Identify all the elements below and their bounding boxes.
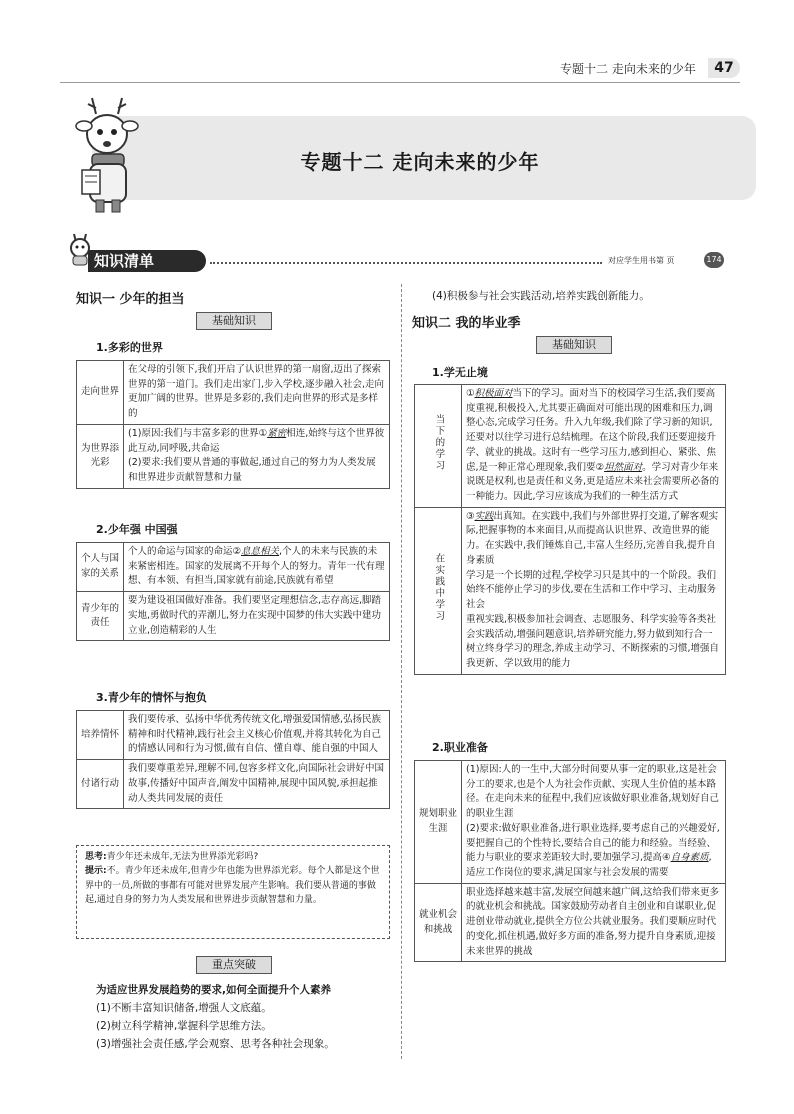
running-header: 专题十二 走向未来的少年 xyxy=(560,62,696,76)
row-content: (1)原因:人的一生中,大部分时间要从事一定的职业,这是社会分工的要求,也是个人为社会作贡献、实现人生价值的基本路径。在走向未来的征程中,我们应该做好职业准备,规划好自己的职业生涯 (2)要求:做好职业准备,进行职业选择,要考虑自己的兴趣爱好,要把握自己的个性特长,要结合自己的能力和经验。当经验、能力与职业的要求差距较大时,要加强学习,提高④自身素质,适应工作岗位的要求,满足国家与社会发展的需要 xyxy=(462,761,726,884)
basic-knowledge-label: 基础知识 xyxy=(196,312,272,330)
row-content: ③实践出真知。在实践中,我们与外部世界打交道,了解客观实际,把握事物的本来面目,从而提高认识世界、改造世界的能力。在实践中,我们锤炼自己,丰富人生经历,完善自我,提升自身素质 学习是一个长期的过程,学校学习只是其中的一个阶段。我们始终不能停止学习的步伐,要在生活和工作中学习、主动服务社会 重视实践,积极参加社会调查、志愿服务、科学实验等各类社会实践活动,增强问题意识,培养研究能力,努力做到知行合一 树立终身学习的理念,养成主动学习、不断探索的习惯,增强自我更新、学以致用的能力 xyxy=(462,507,726,674)
fill-blank: 坦然面对 xyxy=(604,461,643,473)
row-label: 为世界添光彩 xyxy=(77,424,124,488)
row-content: ①积极面对当下的学习。面对当下的校园学习生活,我们要高度重视,积极投入,尤其要正确面对可能出现的困难和压力,调整心态,完成学习任务。升入九年级,我们除了学习新的知识,还要对以往学习进行总结梳理。在这个阶段,我们还要迎接升学、就业的挑战。这时有一些学习压力,感到担心、紧张、焦虑,是一种正常心理现象,我们要②坦然面对。学习对青少年来说既是权利,也是责任和义务,更是适应未来社会需要所必备的一种能力。因此,学习应该成为我们的一种生活方式 xyxy=(462,385,726,508)
row-content: 职业选择越来越丰富,发展空间越来越广阔,这给我们带来更多的就业机会和挑战。国家鼓励劳动者自主创业和自谋职业,促进创业带动就业,提供全方位公共就业服务。我们要顺应时代的变化,抓住机遇,做好多方面的准备,努力提升自身素质,迎接未来世界的挑战 xyxy=(462,883,726,962)
row-content: 我们要传承、弘扬中华优秀传统文化,增强爱国情感,弘扬民族精神和时代精神,践行社会主义核心价值观,并将其转化为自己的情感认同和行为习惯,做有自信、懂自尊、能自强的中国人 xyxy=(124,711,390,760)
row-label: 规划职业生涯 xyxy=(415,761,462,884)
table-row xyxy=(77,424,390,488)
table-youth-strong xyxy=(76,542,390,641)
row-label: 就业机会和挑战 xyxy=(415,883,462,962)
deer-mascot-icon xyxy=(70,92,150,220)
row-label: 走向世界 xyxy=(77,361,124,425)
table-career-prep xyxy=(414,760,726,962)
fill-blank: 自身素质 xyxy=(670,852,709,864)
dotted-leader xyxy=(210,262,602,264)
row-content: (1)原因:我们与丰富多彩的世界①紧密相连,始终与这个世界彼此互动,同呼吸,共命运 (2)要求:我们要从普通的事做起,通过自己的努力为人类发展和世界进步贡献智慧和力量 xyxy=(124,424,390,488)
knowledge-2-heading: 知识二 我的毕业季 xyxy=(412,316,521,331)
row-label: 付诸行动 xyxy=(77,760,124,809)
table-row xyxy=(415,385,726,508)
subsection-title: 3.青少年的情怀与抱负 xyxy=(96,691,207,704)
row-content: 在父母的引领下,我们开启了认识世界的第一扇窗,迈出了探索世界的第一道门。我们走出家门,步入学校,逐步融入社会,走向更加广阔的世界。世界是多彩的,我们走向世界的形式是多样的 xyxy=(124,361,390,425)
section-label: 知识清单 xyxy=(88,250,206,272)
row-label: 在实践中学习 xyxy=(415,507,462,674)
table-row xyxy=(415,761,726,884)
column-divider xyxy=(401,284,402,1059)
table-row xyxy=(415,507,726,674)
table-endless-learning xyxy=(414,384,726,675)
student-book-ref: 对应学生用书第 页 xyxy=(608,256,675,265)
table-row xyxy=(77,711,390,760)
fill-blank: 息息相关 xyxy=(241,546,280,557)
table-row xyxy=(77,760,390,809)
table-youth-aspirations xyxy=(76,710,390,809)
row-label: 青少年的责任 xyxy=(77,592,124,641)
think-note-box xyxy=(76,845,390,939)
key-breakthrough-label: 重点突破 xyxy=(196,956,272,974)
subsection-title: 1.学无止境 xyxy=(432,366,488,379)
page-number: 47 xyxy=(708,58,740,78)
table-row xyxy=(77,592,390,641)
row-label: 培养情怀 xyxy=(77,711,124,760)
row-content: 个人的命运与国家的命运②息息相关,个人的未来与民族的未来紧密相连。国家的发展离不开每个人的努力。青年一代有理想、有本领、有担当,国家就有前途,民族就有希望 xyxy=(124,543,390,592)
subsection-title: 1.多彩的世界 xyxy=(96,341,163,354)
subsection-title: 2.职业准备 xyxy=(432,741,488,754)
table-row xyxy=(415,883,726,962)
basic-knowledge-label: 基础知识 xyxy=(536,336,612,354)
page-title: 专题十二 走向未来的少年 xyxy=(300,150,540,174)
row-label: 个人与国家的关系 xyxy=(77,543,124,592)
row-content: 要为建设祖国做好准备。我们要坚定理想信念,志存高远,脚踏实地,勇做时代的弄潮儿,努力在实现中国梦的伟大实践中建功立业,创造精彩的人生 xyxy=(124,592,390,641)
subsection-title: 2.少年强 中国强 xyxy=(96,523,178,536)
row-label: 当下的学习 xyxy=(415,385,462,508)
knowledge-1-heading: 知识一 少年的担当 xyxy=(76,292,185,307)
ref-page-badge: 174 xyxy=(704,252,724,268)
header-rule xyxy=(60,82,740,83)
key-item: (3)增强社会责任感,学会观察、思考各种社会现象。 xyxy=(96,1038,335,1050)
table-colorful-world xyxy=(76,360,390,489)
think-hint: 提示:不。青少年还未成年,但青少年也能为世界添光彩。每个人都是这个世界中的一员,所做的事都有可能对世界发展产生影响。我们要从普通的事做起,通过自身的努力为人类发展和世界进步贡献智慧和力量。 xyxy=(85,866,380,906)
key-item: (1)不断丰富知识储备,增强人文底蕴。 xyxy=(96,1002,272,1014)
key-item: (2)树立科学精神,掌握科学思维方法。 xyxy=(96,1020,272,1032)
fill-blank: 实践 xyxy=(474,510,494,522)
table-row xyxy=(77,543,390,592)
think-question: 思考:青少年还未成年,无法为世界添光彩吗? xyxy=(85,852,259,862)
fill-blank: 积极面对 xyxy=(474,388,513,399)
table-row xyxy=(77,361,390,425)
row-content: 我们要尊重差异,理解不同,包容多样文化,向国际社会讲好中国故事,传播好中国声音,阐发中国精神,展现中国风貌,承担起推动人类共同发展的责任 xyxy=(124,760,390,809)
continued-item: (4)积极参与社会实践活动,培养实践创新能力。 xyxy=(432,290,650,302)
key-question: 为适应世界发展趋势的要求,如何全面提升个人素养 xyxy=(96,984,331,996)
fill-blank: 紧密 xyxy=(267,427,287,439)
